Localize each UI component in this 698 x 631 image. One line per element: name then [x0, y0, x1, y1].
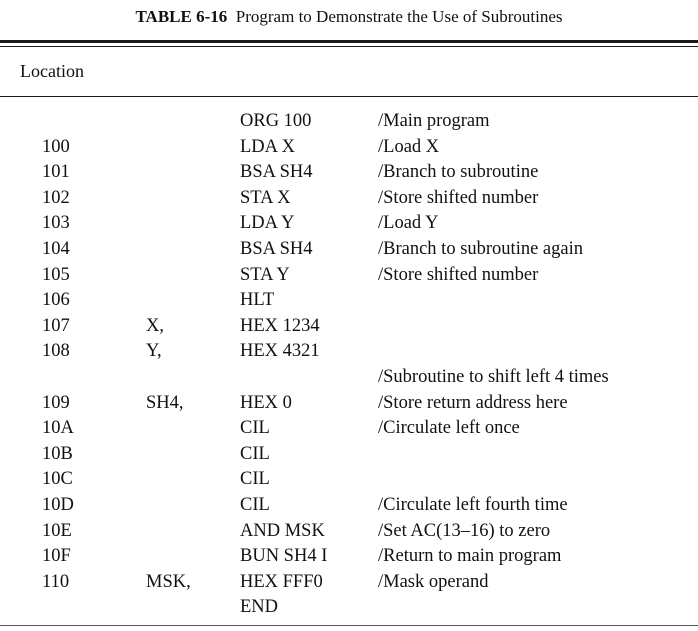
table-row: [0, 109, 698, 135]
comment-cell: /Circulate left fourth time: [378, 494, 568, 515]
instruction-cell: END: [240, 597, 279, 618]
instruction-cell: CIL: [240, 443, 270, 464]
table-number: TABLE 6-16: [135, 7, 228, 26]
comment-cell: /Branch to subroutine: [378, 162, 539, 183]
location-cell: 107: [42, 315, 70, 336]
location-cell: 110: [42, 571, 70, 592]
instruction-cell: HEX FFF0: [240, 571, 323, 592]
table-title: Program to Demonstrate the Use of Subroutines: [235, 7, 563, 26]
comment-cell: /Circulate left once: [378, 418, 520, 439]
location-cell: 105: [42, 264, 70, 285]
table-row: [0, 467, 698, 493]
top-rule-thin: [0, 46, 698, 47]
comment-cell: /Load X: [378, 136, 440, 157]
location-cell: 10C: [42, 469, 73, 490]
location-cell: 109: [42, 392, 70, 413]
symbol-cell: X,: [146, 315, 164, 336]
instruction-cell: HEX 4321: [240, 341, 320, 362]
instruction-cell: HLT: [240, 290, 275, 311]
symbol-cell: SH4,: [146, 392, 184, 413]
table-row: [0, 237, 698, 263]
comment-cell: /Set AC(13–16) to zero: [378, 520, 551, 541]
table-row: [0, 493, 698, 519]
instruction-cell: BUN SH4 I: [240, 546, 328, 567]
table-row: [0, 314, 698, 340]
instruction-cell: BSA SH4: [240, 162, 313, 183]
symbol-cell: MSK,: [146, 571, 191, 592]
location-cell: 106: [42, 290, 70, 311]
location-cell: 102: [42, 187, 70, 208]
table-row: [0, 416, 698, 442]
instruction-cell: HEX 1234: [240, 315, 320, 336]
comment-cell: /Load Y: [378, 213, 439, 234]
header-rule: [0, 96, 698, 97]
instruction-cell: LDA Y: [240, 213, 295, 234]
comment-cell: /Mask operand: [378, 571, 489, 592]
instruction-cell: STA X: [240, 187, 291, 208]
comment-cell: /Subroutine to shift left 4 times: [378, 366, 609, 387]
comment-cell: /Branch to subroutine again: [378, 238, 583, 259]
table-row: [0, 365, 698, 391]
location-cell: 10F: [42, 546, 71, 567]
table-row: [0, 160, 698, 186]
instruction-cell: ORG 100: [240, 111, 312, 131]
location-cell: 104: [42, 238, 70, 259]
table-row: [0, 442, 698, 468]
table-row: [0, 519, 698, 545]
comment-cell: /Store return address here: [378, 392, 568, 413]
location-cell: 10A: [42, 418, 74, 439]
location-cell: 108: [42, 341, 70, 362]
comment-cell: /Store shifted number: [378, 187, 539, 208]
instruction-cell: BSA SH4: [240, 238, 313, 259]
table-row: [0, 211, 698, 237]
comment-cell: /Return to main program: [378, 546, 562, 567]
location-cell: 101: [42, 162, 70, 183]
top-rule-thick: [0, 40, 698, 43]
location-cell: 10B: [42, 443, 73, 464]
program-listing: [0, 109, 698, 621]
comment-cell: /Store shifted number: [378, 264, 539, 285]
location-cell: 10E: [42, 520, 72, 541]
symbol-cell: Y,: [146, 341, 162, 362]
table-row: [0, 595, 698, 621]
table-row: [0, 391, 698, 417]
instruction-cell: LDA X: [240, 136, 295, 157]
bottom-rule: [0, 625, 698, 626]
table-row: [0, 135, 698, 161]
instruction-cell: HEX 0: [240, 392, 292, 413]
table-row: [0, 288, 698, 314]
location-cell: 103: [42, 213, 70, 234]
instruction-cell: CIL: [240, 494, 270, 515]
instruction-cell: STA Y: [240, 264, 290, 285]
location-cell: 10D: [42, 494, 74, 515]
table-row: [0, 339, 698, 365]
table-row: [0, 263, 698, 289]
instruction-cell: CIL: [240, 469, 270, 490]
table-caption: [0, 7, 698, 27]
comment-cell: /Main program: [378, 111, 490, 131]
location-cell: 100: [42, 136, 70, 157]
column-header-location: Location: [20, 61, 84, 81]
table-row: [0, 544, 698, 570]
instruction-cell: CIL: [240, 418, 270, 439]
table-row: [0, 570, 698, 596]
table-row: [0, 186, 698, 212]
instruction-cell: AND MSK: [240, 520, 325, 541]
